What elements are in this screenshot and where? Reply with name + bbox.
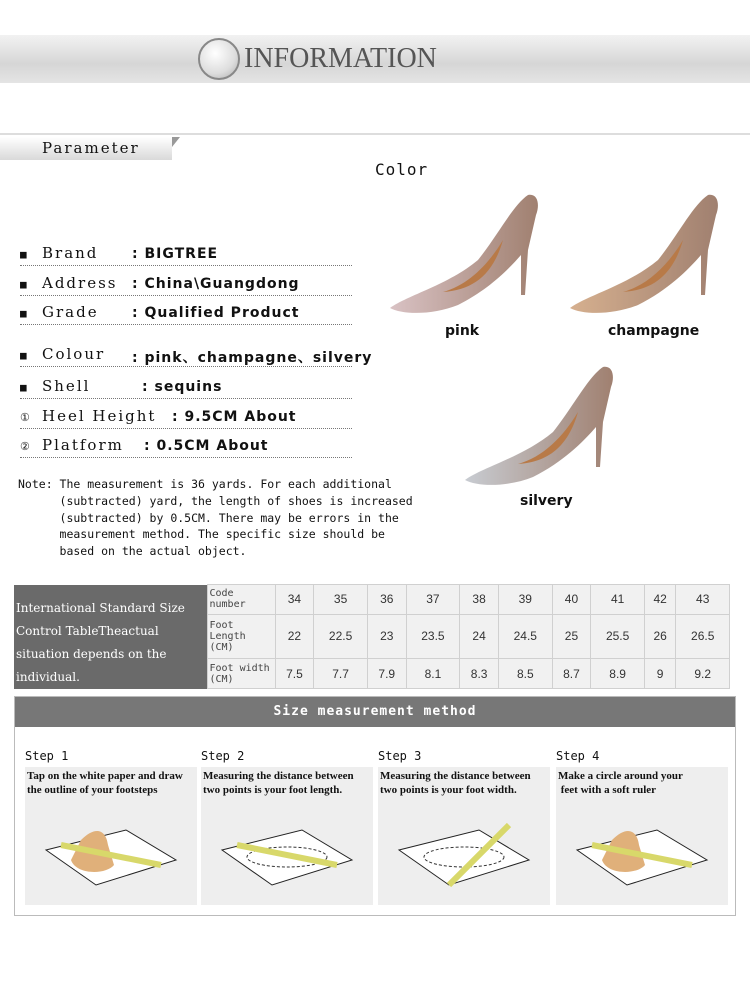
shoe-image-silvery xyxy=(463,362,613,496)
size-cell: 36 xyxy=(367,585,406,615)
bullet-icon: ■ xyxy=(20,248,27,261)
color-label: silvery xyxy=(520,493,573,509)
param-value xyxy=(132,276,300,292)
step-text: Tap on the white paper and draw the outline of your footsteps xyxy=(27,770,183,796)
size-cell: 43 xyxy=(676,585,730,615)
parameter-tab: Parameter xyxy=(0,137,172,160)
foot-measure-illustration xyxy=(389,805,539,895)
size-cell: 8.7 xyxy=(552,659,591,689)
shoe-image-pink xyxy=(388,190,538,324)
param-value xyxy=(132,347,372,367)
color-label: champagne xyxy=(608,323,700,339)
param-value-text: Qualified Product xyxy=(144,305,300,321)
param-sep: : xyxy=(144,438,151,454)
param-value xyxy=(144,438,269,454)
bullet-icon: ■ xyxy=(20,307,27,320)
param-row xyxy=(20,274,352,296)
foot-measure-illustration xyxy=(567,805,717,895)
param-key: Heel Height xyxy=(42,407,157,425)
size-cell: 22 xyxy=(275,614,314,658)
bullet-icon: ■ xyxy=(20,349,27,362)
size-cell: 8.9 xyxy=(591,659,645,689)
row-header: Code number xyxy=(207,585,275,615)
size-cell: 25.5 xyxy=(591,614,645,658)
param-row xyxy=(20,303,352,325)
param-sep: : xyxy=(132,246,139,262)
param-value-text: China\Guangdong xyxy=(144,276,300,292)
param-row xyxy=(20,244,352,266)
step-3 xyxy=(378,749,550,905)
param-row xyxy=(20,407,352,429)
size-cell: 7.9 xyxy=(367,659,406,689)
param-sep: : xyxy=(172,409,179,425)
param-value xyxy=(142,379,222,395)
circle-icon xyxy=(198,38,240,80)
step-4 xyxy=(556,749,728,905)
size-cell: 7.7 xyxy=(314,659,368,689)
param-key: Address xyxy=(42,274,118,292)
size-cell: 38 xyxy=(460,585,499,615)
size-cell: 26.5 xyxy=(676,614,730,658)
bullet-icon: ① xyxy=(20,411,30,424)
size-cell: 35 xyxy=(314,585,368,615)
color-heading: Color xyxy=(375,160,429,179)
param-row xyxy=(20,345,373,367)
param-value xyxy=(132,305,299,321)
step-label: Step 2 xyxy=(201,749,245,763)
size-cell: 8.5 xyxy=(499,659,553,689)
note-text: Note: The measurement is 36 yards. For each additional (subtracted) yard, the length of shoes is increased (subtracted) by 0.5CM. There may be errors in the measurement method. The specific size should be based on the actual object. xyxy=(18,477,413,559)
step-text: Make a circle around your feet with a soft ruler xyxy=(558,770,683,796)
param-value-text: sequins xyxy=(154,379,223,395)
param-sep: : xyxy=(132,276,139,292)
size-cell: 7.5 xyxy=(275,659,314,689)
step-label: Step 4 xyxy=(556,749,600,763)
step-1 xyxy=(25,749,197,905)
information-banner xyxy=(0,35,750,83)
param-sep: : xyxy=(142,379,149,395)
size-cell: 24.5 xyxy=(499,614,553,658)
param-value-text: 9.5CM About xyxy=(184,409,297,425)
param-value xyxy=(132,246,218,262)
step-text: Measuring the distance between two points is your foot length. xyxy=(203,770,354,796)
size-cell: 22.5 xyxy=(314,614,368,658)
step-label: Step 3 xyxy=(378,749,422,763)
size-cell: 9 xyxy=(644,659,676,689)
size-measurement-method xyxy=(14,696,736,916)
bullet-icon: ■ xyxy=(20,278,27,291)
param-value-text: pink、champagne、silvery xyxy=(144,350,373,366)
size-table xyxy=(14,584,730,689)
param-value-text: BIGTREE xyxy=(144,246,219,262)
banner-title: INFORMATION xyxy=(244,43,437,74)
size-cell: 34 xyxy=(275,585,314,615)
size-cell: 26 xyxy=(644,614,676,658)
bullet-icon: ② xyxy=(20,440,30,453)
param-row xyxy=(20,377,352,399)
size-cell: 9.2 xyxy=(676,659,730,689)
step-text: Measuring the distance between two points is your foot width. xyxy=(380,770,531,796)
param-key: Grade xyxy=(42,303,99,321)
step-2 xyxy=(201,749,373,905)
size-cell: 8.3 xyxy=(460,659,499,689)
size-cell: 8.1 xyxy=(406,659,460,689)
param-key: Platform xyxy=(42,436,124,454)
table-row xyxy=(14,585,730,615)
param-sep: : xyxy=(132,305,139,321)
foot-measure-illustration xyxy=(36,805,186,895)
param-key: Colour xyxy=(42,345,106,363)
step-label: Step 1 xyxy=(25,749,69,763)
size-cell: 37 xyxy=(406,585,460,615)
size-cell: 24 xyxy=(460,614,499,658)
param-sep: : xyxy=(132,350,139,366)
divider xyxy=(0,133,750,135)
param-value-text: 0.5CM About xyxy=(156,438,269,454)
size-cell: 41 xyxy=(591,585,645,615)
bullet-icon: ■ xyxy=(20,381,27,394)
row-header: Foot width (CM) xyxy=(207,659,275,689)
size-cell: 23.5 xyxy=(406,614,460,658)
param-key: Brand xyxy=(42,244,99,262)
foot-measure-illustration xyxy=(212,805,362,895)
color-label: pink xyxy=(445,323,480,339)
size-cell: 23 xyxy=(367,614,406,658)
param-value xyxy=(172,409,297,425)
row-header: Foot Length (CM) xyxy=(207,614,275,658)
size-table-caption: International Standard Size Control TableTheactual situation depends on the individual. xyxy=(14,585,207,689)
param-key: Shell xyxy=(42,377,91,395)
size-cell: 39 xyxy=(499,585,553,615)
size-cell: 40 xyxy=(552,585,591,615)
param-row xyxy=(20,436,352,458)
method-title: Size measurement method xyxy=(15,697,735,727)
shoe-image-champagne xyxy=(568,190,718,324)
size-cell: 25 xyxy=(552,614,591,658)
size-cell: 42 xyxy=(644,585,676,615)
